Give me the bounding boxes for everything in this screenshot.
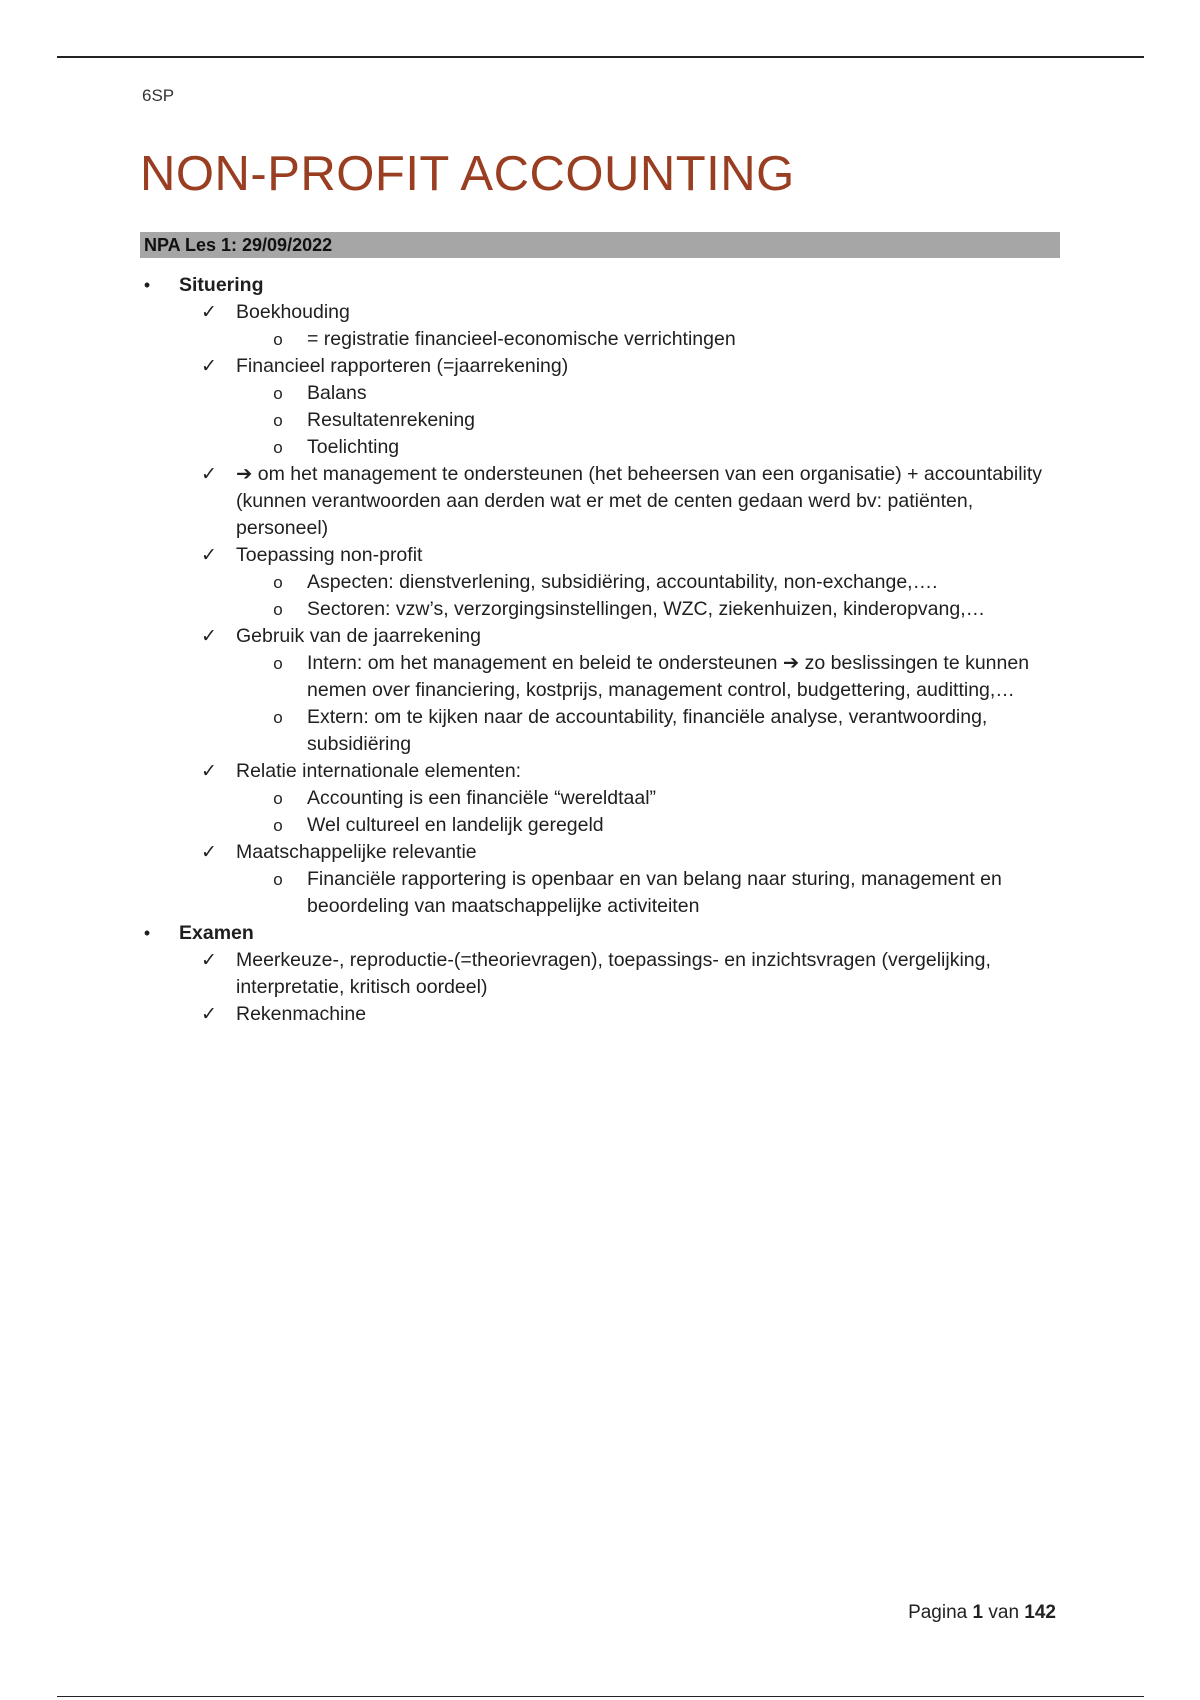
checkmark-icon: ✓ (201, 464, 217, 485)
outline-subitem (0, 650, 1200, 704)
outline-text: Balans (307, 382, 367, 404)
outline-text: Wel cultureel en landelijk geregeld (307, 814, 604, 836)
outline-item (0, 542, 1200, 569)
outline-section (0, 920, 1200, 947)
page-footer (908, 1602, 1056, 1624)
checkmark-icon: ✓ (201, 761, 217, 782)
footer-label: Pagina (908, 1602, 968, 1623)
checkmark-icon: ✓ (201, 1004, 217, 1025)
circle-bullet-icon: o (273, 870, 283, 889)
circle-bullet-icon: o (273, 816, 283, 835)
footer-total: 142 (1024, 1602, 1056, 1623)
bottom-rule (57, 1696, 1144, 1697)
outline-subitem (0, 326, 1200, 353)
outline-item (0, 623, 1200, 650)
outline-text: Resultatenrekening (307, 409, 476, 431)
outline-text: Financieel rapporteren (=jaarrekening) (236, 355, 569, 377)
circle-bullet-icon: o (273, 600, 283, 619)
top-rule (57, 56, 1144, 58)
outline-text: Toepassing non-profit (236, 544, 423, 566)
checkmark-icon: ✓ (201, 356, 217, 377)
circle-bullet-icon: o (273, 384, 283, 403)
circle-bullet-icon: o (273, 330, 283, 349)
footer-of: van (988, 1602, 1020, 1623)
outline-subitem (0, 596, 1200, 623)
outline-text: Boekhouding (236, 301, 350, 323)
outline-text: Rekenmachine (236, 1003, 367, 1025)
checkmark-icon: ✓ (201, 950, 217, 971)
outline-text: Sectoren: vzw’s, verzorgingsinstellingen, WZC, ziekenhuizen, kinderopvang,… (307, 598, 986, 620)
outline-text: Aspecten: dienstverlening, subsidiëring, accountability, non-exchange,…. (307, 571, 938, 593)
circle-bullet-icon: o (273, 411, 283, 430)
outline-item (0, 461, 1200, 542)
footer-page: 1 (972, 1602, 984, 1623)
checkmark-icon: ✓ (201, 545, 217, 566)
circle-bullet-icon: o (273, 573, 283, 592)
header-code: 6SP (142, 86, 175, 105)
outline-subitem (0, 866, 1200, 920)
outline-text: Maatschappelijke relevantie (236, 841, 477, 863)
outline-text: Toelichting (307, 436, 400, 458)
outline-subitem (0, 569, 1200, 596)
circle-bullet-icon: o (273, 438, 283, 457)
outline-item (0, 353, 1200, 380)
outline-subitem (0, 434, 1200, 461)
outline-text: Relatie internationale elementen: (236, 760, 522, 782)
outline-text: Accounting is een financiële “wereldtaal” (307, 787, 657, 809)
outline-subitem (0, 704, 1200, 758)
outline-text: Gebruik van de jaarrekening (236, 625, 481, 647)
bullet-icon: • (143, 275, 151, 295)
outline-subitem (0, 407, 1200, 434)
outline-text: Examen (179, 922, 254, 944)
checkmark-icon: ✓ (201, 842, 217, 863)
circle-bullet-icon: o (273, 789, 283, 808)
outline-subitem (0, 785, 1200, 812)
outline-item (0, 839, 1200, 866)
outline-item (0, 1001, 1200, 1028)
outline-text: Meerkeuze-, reproductie-(=theorievragen), toepassings- en inzichtsvragen (vergelijking, interpretatie, kritisch oordeel) (236, 949, 991, 998)
outline-item (0, 758, 1200, 785)
checkmark-icon: ✓ (201, 302, 217, 323)
document-title: NON-PROFIT ACCOUNTING (140, 147, 795, 201)
circle-bullet-icon: o (273, 708, 283, 727)
outline-text: Situering (179, 274, 264, 296)
outline-text: = registratie financieel-economische verrichtingen (307, 328, 736, 350)
outline-section (0, 272, 1200, 299)
outline-text: Intern: om het management en beleid te ondersteunen ➔ zo beslissingen te kunnen nemen over financiering, kostprijs, management control, budgettering, auditting,… (307, 652, 1030, 701)
outline-item (0, 947, 1200, 1001)
outline-item (0, 299, 1200, 326)
outline-text: Financiële rapportering is openbaar en van belang naar sturing, management en beoordeling van maatschappelijke activiteiten (307, 868, 1002, 917)
outline-text: Extern: om te kijken naar de accountability, financiële analyse, verantwoording, subsidiëring (307, 706, 988, 755)
outline-text: ➔ om het management te ondersteunen (het beheersen van een organisatie) + accountability (kunnen verantwoorden aan derden wat er met de centen gedaan werd bv: patiënten, personeel) (236, 463, 1043, 539)
outline-list (0, 272, 1200, 1028)
bullet-icon: • (143, 923, 151, 943)
outline-subitem (0, 812, 1200, 839)
lesson-heading: NPA Les 1: 29/09/2022 (140, 232, 1060, 258)
circle-bullet-icon: o (273, 654, 283, 673)
outline-subitem (0, 380, 1200, 407)
checkmark-icon: ✓ (201, 626, 217, 647)
